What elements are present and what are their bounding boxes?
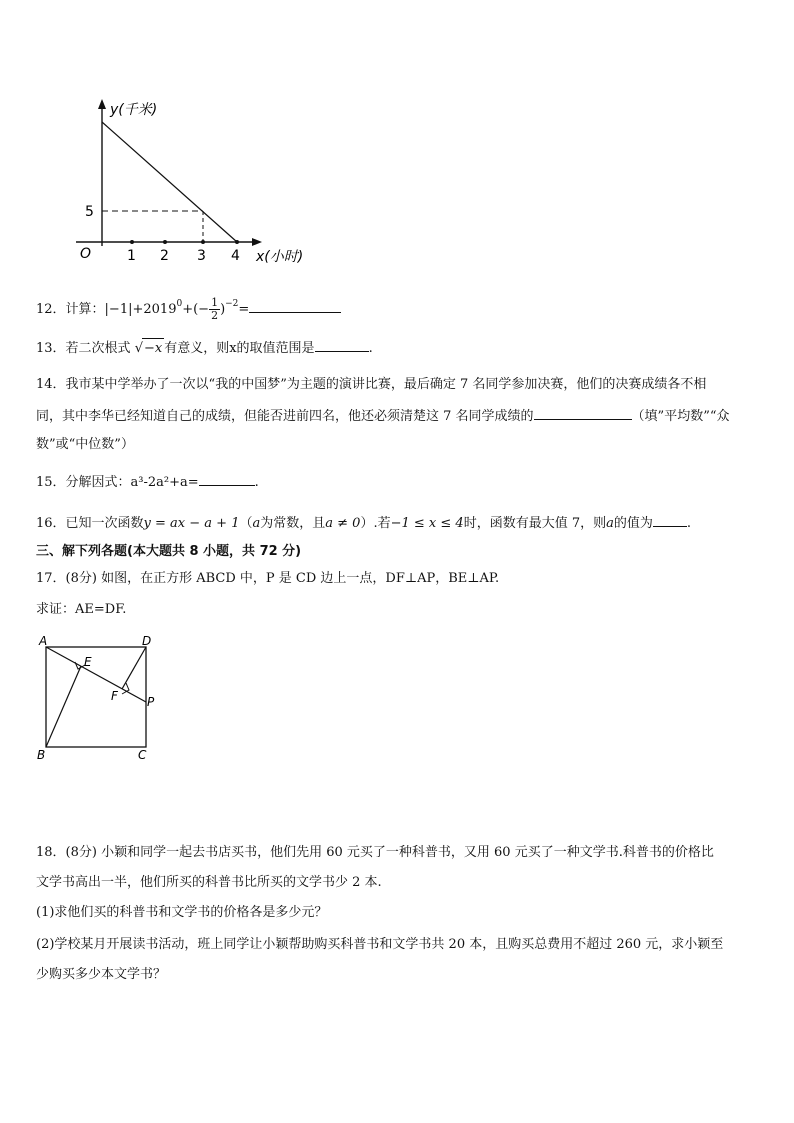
question-16: 16．已知一次函数y = ax − a + 1（a为常数，且a ≠ 0）.若−1 ≤ x ≤ 4时，函数有最大值 7，则a的值为 . xyxy=(36,512,691,534)
answer-blank-16[interactable] xyxy=(653,512,687,527)
label-b: B xyxy=(37,748,46,762)
square-abcd xyxy=(46,647,146,747)
answer-blank-12[interactable] xyxy=(249,298,341,313)
x-axis-arrow xyxy=(252,238,262,246)
label-c: C xyxy=(138,748,147,762)
segment-ap xyxy=(46,647,146,702)
x-axis-label: x(小时) xyxy=(256,249,304,265)
question-13: 13．若二次根式 √−x 有意义，则x的取值范围是 . xyxy=(36,337,373,359)
question-18-line-2: 文学书高出一半，他们所买的科普书比所买的文学书少 2 本. xyxy=(36,875,382,890)
distance-time-graph xyxy=(70,96,320,272)
label-a: A xyxy=(39,634,48,648)
answer-blank-13[interactable] xyxy=(315,337,369,352)
label-e: E xyxy=(84,655,92,669)
section-3-heading: 三、解下列各题(本大题共 8 小题，共 72 分) xyxy=(36,544,302,559)
question-18-part-1: (1)求他们买的科普书和文学书的价格各是多少元？ xyxy=(36,905,328,920)
question-15: 15．分解因式：a³-2a²+a= . xyxy=(36,471,259,493)
x-tick-label-3: 3 xyxy=(197,248,206,264)
label-f: F xyxy=(111,689,118,703)
question-18-part-2-line-2: 少购买多少本文学书？ xyxy=(36,967,167,982)
question-17-line-2: 求证：AE=DF. xyxy=(36,602,127,617)
label-p: P xyxy=(147,695,155,709)
sqrt-sign: √ xyxy=(134,341,143,356)
tick-dot-3 xyxy=(201,240,205,244)
y-axis-arrow xyxy=(98,99,106,109)
tick-dot-1 xyxy=(130,240,134,244)
segment-df xyxy=(122,647,146,689)
question-14-line-3: 数”或“中位数”） xyxy=(36,437,134,452)
question-18-line-1: 18．(8分) 小颖和同学一起去书店买书，他们先用 60 元买了一种科普书，又用 60 元买了一种文学书.科普书的价格比 xyxy=(36,845,714,860)
question-12: 12．计算：$|-1|+2019^0+(-$ $\frac{1}{2}$ )$^{-2}$= xyxy=(36,294,341,322)
question-14-line-1: 14．我市某中学举办了一次以“我的中国梦”为主题的演讲比赛，最后确定 7 名同学参加决赛，他们的决赛成绩各不相 xyxy=(36,377,707,392)
x-tick-label-2: 2 xyxy=(160,248,169,264)
distance-line xyxy=(102,122,237,242)
square-abcd-figure xyxy=(34,632,164,762)
x-tick-label-1: 1 xyxy=(127,248,136,264)
question-18-part-2-line-1: (2)学校某月开展读书活动，班上同学让小颖帮助购买科普书和文学书共 20 本，且购买总费用不超过 260 元，求小颖至 xyxy=(36,937,724,952)
question-14-line-2: 同，其中李华已经知道自己的成绩，但能否进前四名，他还必须清楚这 7 名同学成绩的 （填”平均数”“众 xyxy=(36,405,730,427)
answer-blank-15[interactable] xyxy=(199,471,255,486)
tick-dot-2 xyxy=(163,240,167,244)
fraction-one-half: $\frac{1}{2}$ xyxy=(211,296,219,322)
x-tick-label-4: 4 xyxy=(231,248,240,264)
question-17-line-1: 17．(8分) 如图，在正方形 ABCD 中，P 是 CD 边上一点，DF⊥AP，BE⊥AP. xyxy=(36,571,500,586)
tick-dot-4 xyxy=(235,240,239,244)
y-tick-label-5: 5 xyxy=(85,204,94,220)
answer-blank-14[interactable] xyxy=(534,405,632,420)
origin-label: O xyxy=(80,246,92,262)
segment-be xyxy=(46,666,81,747)
y-axis-label: y(千米) xyxy=(110,102,158,118)
label-d: D xyxy=(142,634,152,648)
